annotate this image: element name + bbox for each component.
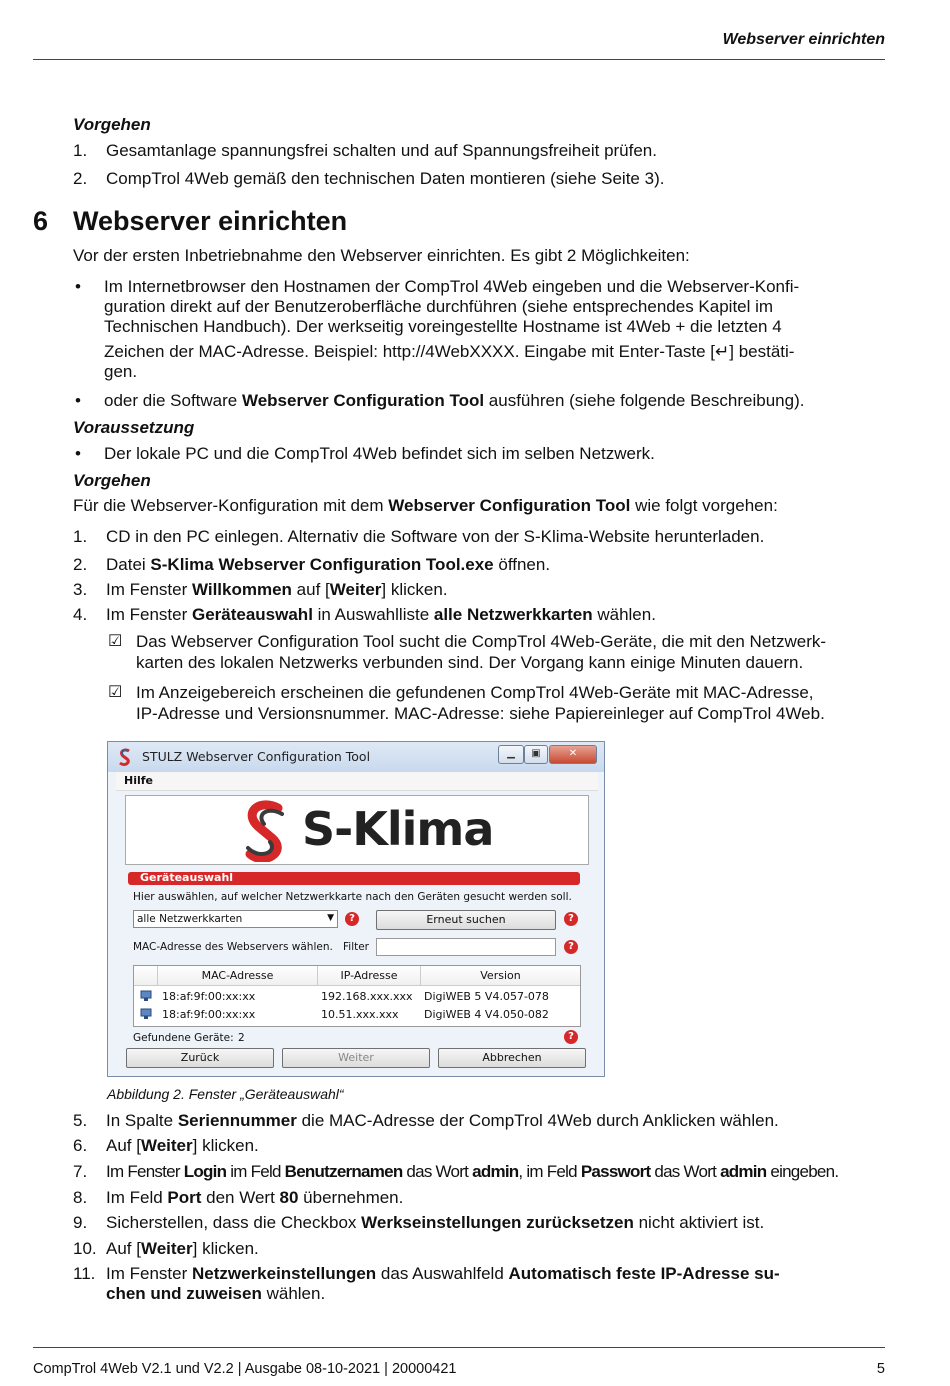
s-klima-logo-banner xyxy=(125,795,589,865)
device-icon xyxy=(140,1008,152,1020)
maximize-button[interactable]: ▣ xyxy=(524,745,548,764)
result-line: karten des lokalen Netzwerks verbunden sind. Der Vorgang kann einige Minuten dauern. xyxy=(136,653,804,672)
network-card-select-value: alle Netzwerkkarten xyxy=(137,913,243,925)
row-version[interactable]: DigiWEB 5 V4.057-078 xyxy=(424,990,549,1003)
close-button[interactable]: ✕ xyxy=(549,745,597,764)
step-5: In Spalte Seriennummer die MAC-Adresse der CompTrol 4Web durch Anklicken wählen. xyxy=(106,1111,779,1130)
step-number: 2. xyxy=(73,169,88,188)
s-klima-logo-icon xyxy=(238,800,294,862)
device-table xyxy=(133,965,581,1027)
step-number: 7. xyxy=(73,1162,88,1181)
step-6: Auf [Weiter] klicken. xyxy=(106,1136,259,1155)
device-icon xyxy=(140,990,152,1002)
step-number: 5. xyxy=(73,1111,88,1130)
menu-bar xyxy=(116,772,598,791)
footer-rule xyxy=(33,1347,885,1348)
column-header-version[interactable]: Version xyxy=(421,966,580,986)
step-number: 1. xyxy=(73,527,88,546)
result-line: Das Webserver Configuration Tool sucht die CompTrol 4Web-Geräte, die mit den Netzwerk- xyxy=(136,632,827,651)
bullet-dot: • xyxy=(75,391,81,410)
step-number: 1. xyxy=(73,141,88,160)
help-icon[interactable]: ? xyxy=(564,1030,578,1044)
back-button[interactable]: Zurück xyxy=(126,1048,274,1068)
prereq-heading: Voraussetzung xyxy=(73,418,195,437)
table-header-blank xyxy=(134,966,158,986)
section-lead: Vor der ersten Inbetriebnahme den Webserver einrichten. Es gibt 2 Möglichkeiten: xyxy=(73,246,690,265)
window-titlebar xyxy=(108,742,604,772)
step-11-cont: chen und zuweisen wählen. xyxy=(106,1284,326,1303)
next-button[interactable]: Weiter xyxy=(282,1048,430,1068)
section-title: Webserver einrichten xyxy=(73,206,348,236)
step-number: 9. xyxy=(73,1213,88,1232)
help-icon[interactable]: ? xyxy=(564,912,578,926)
procedure-lead: Für die Webserver-Konfiguration mit dem Webserver Configuration Tool wie folgt vorgehen: xyxy=(73,496,778,515)
step-1: CD in den PC einlegen. Alternativ die Software von der S-Klima-Website herunterladen. xyxy=(106,527,765,546)
intro-subheading: Vorgehen xyxy=(73,115,151,134)
step-10: Auf [Weiter] klicken. xyxy=(106,1239,259,1258)
running-header: Webserver einrichten xyxy=(722,31,885,48)
step-number: 3. xyxy=(73,580,88,599)
bullet-dot: • xyxy=(75,277,81,296)
column-header-ip[interactable]: IP-Adresse xyxy=(318,966,421,986)
bullet1-line: gen. xyxy=(104,362,138,381)
section-number: 6 xyxy=(33,206,49,236)
network-card-select[interactable] xyxy=(133,910,338,928)
row-version[interactable]: DigiWEB 4 V4.050-082 xyxy=(424,1008,549,1021)
row-mac[interactable]: 18:af:9f:00:xx:xx xyxy=(162,990,256,1003)
result-line: Im Anzeigebereich erscheinen die gefundenen CompTrol 4Web-Geräte mit MAC-Adresse, xyxy=(136,683,814,702)
header-rule xyxy=(33,59,885,60)
menu-help[interactable]: Hilfe xyxy=(124,774,153,787)
bullet1-line: Technischen Handbuch). Der werkseitig voreingestellte Hostname ist 4Web + die letzten 4 xyxy=(104,317,782,336)
minimize-button[interactable]: ▁ xyxy=(498,745,524,764)
row-mac[interactable]: 18:af:9f:00:xx:xx xyxy=(162,1008,256,1021)
bullet1-line: Im Internetbrowser den Hostnamen der CompTrol 4Web eingeben und die Webserver-Konfi- xyxy=(104,277,800,296)
procedure-heading: Vorgehen xyxy=(73,471,151,490)
logo-text: S-Klima xyxy=(302,802,494,856)
cancel-button[interactable]: Abbrechen xyxy=(438,1048,586,1068)
panel-title-bar xyxy=(128,872,580,885)
instruction-text: Hier auswählen, auf welcher Netzwerkkarte nach den Geräten gesucht werden soll. xyxy=(133,891,572,903)
help-icon[interactable]: ? xyxy=(564,940,578,954)
step-number: 4. xyxy=(73,605,88,624)
bullet1-line: Zeichen der MAC-Adresse. Beispiel: http://4WebXXXX. Eingabe mit Enter-Taste [↵] bestäti- xyxy=(104,342,795,361)
result-line: IP-Adresse und Versionsnummer. MAC-Adresse: siehe Papiereinleger auf CompTrol 4Web. xyxy=(136,704,825,723)
step-11: Im Fenster Netzwerkeinstellungen das Auswahlfeld Automatisch feste IP-Adresse su- xyxy=(106,1264,780,1283)
window-title: STULZ Webserver Configuration Tool xyxy=(142,749,371,764)
s-klima-app-icon xyxy=(116,748,134,766)
help-icon[interactable]: ? xyxy=(345,912,359,926)
intro-step: CompTrol 4Web gemäß den technischen Daten montieren (siehe Seite 3). xyxy=(106,169,665,188)
filter-input[interactable] xyxy=(376,938,556,956)
result-check-icon: ☑ xyxy=(108,684,123,701)
row-ip[interactable]: 192.168.xxx.xxx xyxy=(321,990,413,1003)
step-number: 10. xyxy=(73,1239,97,1258)
step-number: 2. xyxy=(73,555,88,574)
page-number: 5 xyxy=(876,1361,885,1377)
prereq-text: Der lokale PC und die CompTrol 4Web befindet sich im selben Netzwerk. xyxy=(104,444,655,463)
step-8: Im Feld Port den Wert 80 übernehmen. xyxy=(106,1188,404,1207)
intro-step: Gesamtanlage spannungsfrei schalten und auf Spannungsfreiheit prüfen. xyxy=(106,141,657,160)
row-ip[interactable]: 10.51.xxx.xxx xyxy=(321,1008,399,1021)
bullet-dot: • xyxy=(75,444,81,463)
step-2: Datei S-Klima Webserver Configuration Tool.exe öffnen. xyxy=(106,555,551,574)
found-devices-label: Gefundene Geräte: xyxy=(133,1032,234,1044)
step-4: Im Fenster Geräteauswahl in Auswahlliste alle Netzwerkkarten wählen. xyxy=(106,605,656,624)
bullet2: oder die Software Webserver Configuration Tool ausführen (siehe folgende Beschreibung). xyxy=(104,391,805,410)
step-number: 11. xyxy=(73,1264,96,1283)
found-devices-count: 2 xyxy=(238,1032,245,1044)
bullet1-line: guration direkt auf der Benutzeroberfläche durchführen (siehe entsprechendes Kapitel im xyxy=(104,297,774,316)
mac-select-label: MAC-Adresse des Webservers wählen. xyxy=(133,941,333,953)
step-7: Im Fenster Login im Feld Benutzernamen das Wort admin, im Feld Passwort das Wort admin eingeben. xyxy=(106,1162,839,1181)
config-tool-window xyxy=(107,741,605,1077)
step-number: 8. xyxy=(73,1188,88,1207)
step-number: 6. xyxy=(73,1136,88,1155)
result-check-icon: ☑ xyxy=(108,633,123,650)
step-3: Im Fenster Willkommen auf [Weiter] klicken. xyxy=(106,580,448,599)
chevron-down-icon: ▼ xyxy=(327,913,334,923)
footer-document-info: CompTrol 4Web V2.1 und V2.2 | Ausgabe 08-10-2021 | 20000421 xyxy=(33,1361,457,1377)
panel-title: Geräteauswahl xyxy=(140,871,234,884)
figure-caption: Abbildung 2. Fenster „Geräteauswahl“ xyxy=(107,1086,344,1102)
step-9: Sicherstellen, dass die Checkbox Werkseinstellungen zurücksetzen nicht aktiviert ist. xyxy=(106,1213,765,1232)
rescan-button[interactable]: Erneut suchen xyxy=(376,910,556,930)
column-header-mac[interactable]: MAC-Adresse xyxy=(158,966,318,986)
filter-label: Filter xyxy=(343,941,370,953)
